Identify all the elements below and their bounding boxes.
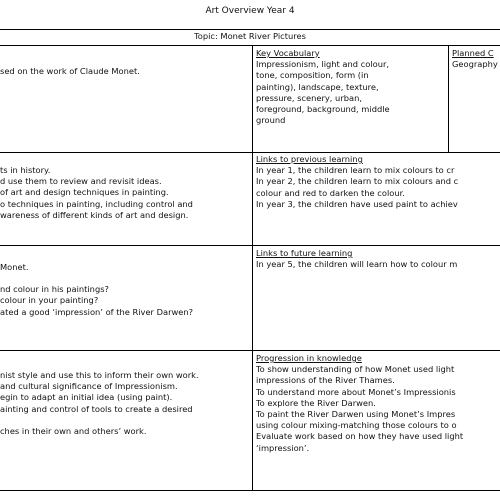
row4-left: nist style and use this to inform their own work. and cultural significance of Impressionism. egin to adapt an initial idea (using paint). ainting and control of tools to create a desired ches in their own and others’ work. bbox=[0, 370, 199, 436]
page-title: Art Overview Year 4 bbox=[205, 6, 295, 16]
row2-mid: Links to previous learning In year 1, the children learn to mix colours to cr In year 2, the children learn to mix colours and c colour and red to darken the colour. In year 3, the children have used paint to achiev bbox=[256, 154, 500, 210]
table-border-top bbox=[0, 29, 500, 30]
planned-header: Planned C bbox=[452, 48, 494, 58]
topic-header: Topic: Monet River Pictures bbox=[194, 31, 306, 41]
row-divider bbox=[0, 350, 500, 351]
row4-mid: Progression in knowledge To show understanding of how Monet used light impressions of the River Thames. To understand more about Monet’s Impressionis To explore the River Darwen. To paint the River Darwen using Monet’s Impres using colour mixing-matching those colours to o Evaluate work based on how they have used light ‘impression’. bbox=[256, 353, 500, 454]
row1-mid: Key Vocabulary Impressionism, light and colour, tone, composition, form (in painting), landscape, texture, pressure, scenery, urban, foreground, background, middle ground bbox=[256, 48, 446, 126]
row3-left: Monet. nd colour in his paintings? colour in your painting? ated a good ‘impression’ of the River Darwen? bbox=[0, 262, 194, 317]
row-divider bbox=[0, 45, 500, 46]
row-divider bbox=[0, 245, 500, 246]
column-divider bbox=[448, 45, 449, 152]
table-border-bottom bbox=[0, 490, 500, 491]
row3-mid: Links to future learning In year 5, the children will learn how to colour m bbox=[256, 248, 500, 270]
row1-left: sed on the work of Claude Monet. bbox=[0, 66, 140, 76]
row-divider bbox=[0, 152, 500, 153]
row2-left: ts in history. d use them to review and revisit ideas. of art and design techniques in painting. o techniques in painting, including control and wareness of different kinds of art and design. bbox=[0, 165, 193, 220]
links-future-header: Links to future learning bbox=[256, 248, 353, 258]
progression-header: Progression in knowledge bbox=[256, 353, 362, 363]
column-divider bbox=[252, 45, 253, 490]
key-vocabulary-header: Key Vocabulary bbox=[256, 48, 320, 58]
row1-right: Planned C Geography bbox=[452, 48, 500, 70]
links-previous-header: Links to previous learning bbox=[256, 154, 363, 164]
